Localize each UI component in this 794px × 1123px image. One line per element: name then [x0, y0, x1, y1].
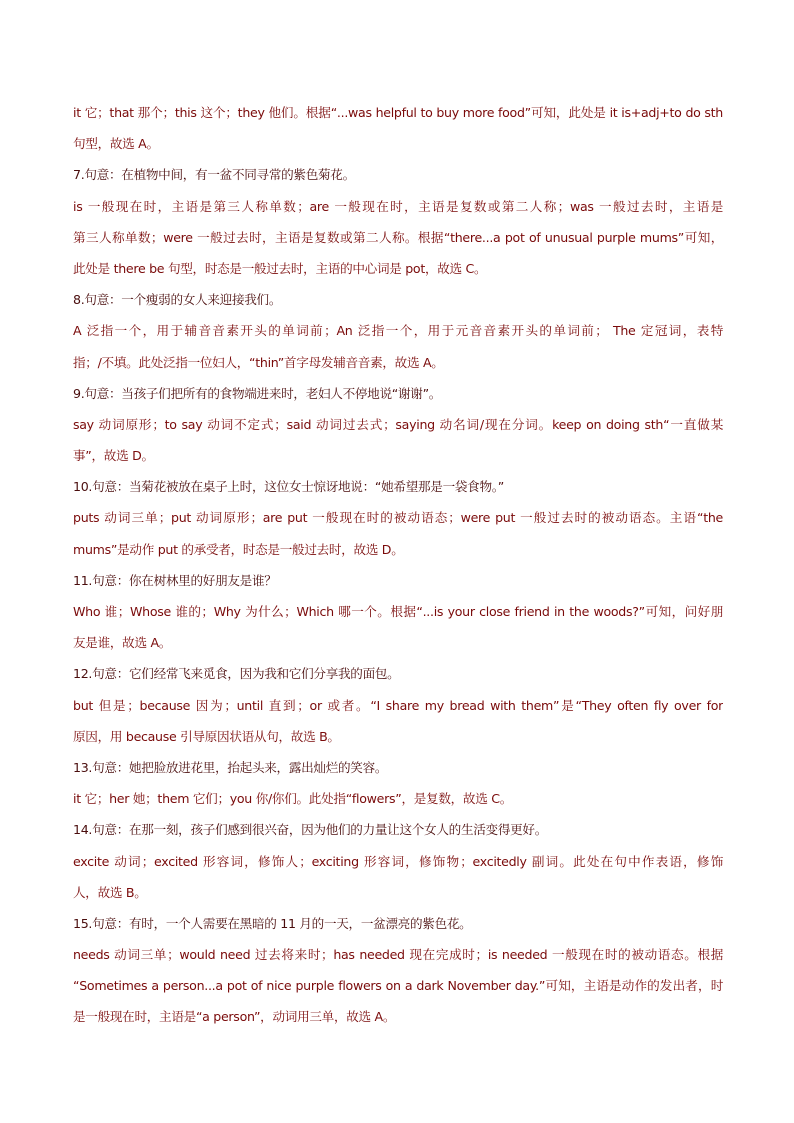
question-translation-line: 9.句意：当孩子们把所有的食物端进来时，老妇人不停地说“谢谢”。 — [73, 385, 442, 401]
explanation-line: 事”，故选 D。 — [73, 448, 154, 464]
question-translation-line: 7.句意：在植物中间，有一盆不同寻常的紫色菊花。 — [73, 167, 355, 183]
explanation-line: is 一般现在时，主语是第三人称单数；are 一般现在时，主语是复数或第二人称；was 一般过去时，主语是 — [73, 198, 723, 214]
explanation-line: 人，故选 B。 — [73, 884, 147, 900]
answer-explanations — [73, 97, 723, 1033]
explanation-line: 原因，用 because 引导原因状语从句，故选 B。 — [73, 728, 340, 744]
explanation-line: 句型，故选 A。 — [73, 136, 159, 152]
question-translation-line: 8.句意：一个瘦弱的女人来迎接我们。 — [73, 292, 282, 308]
explanation-line: 指；/不填。此处泛指一位妇人，“thin”首字母发辅音音素，故选 A。 — [73, 354, 444, 370]
question-translation-line: 10.句意：当菊花被放在桌子上时，这位女士惊讶地说：“她希望那是一袋食物。” — [73, 479, 504, 495]
explanation-line: mums”是动作 put 的承受者，时态是一般过去时，故选 D。 — [73, 541, 404, 557]
explanation-line: but 但是；because 因为；until 直到；or 或者。“I share my bread with them”是“They often fly over for — [73, 697, 723, 713]
explanation-line: 第三人称单数；were 一般过去时，主语是复数或第二人称。根据“there...a pot of unusual purple mums”可知， — [73, 229, 723, 245]
question-translation-line: 14.句意：在那一刻，孩子们感到很兴奋，因为他们的力量让这个女人的生活变得更好。 — [73, 822, 547, 838]
explanation-line: excite 动词；excited 形容词，修饰人；exciting 形容词，修饰物；excitedly 副词。此处在句中作表语，修饰 — [73, 853, 723, 869]
explanation-line: it 它；her 她；them 它们；you 你/你们。此处指“flowers”，是复数，故选 C。 — [73, 791, 513, 807]
explanation-line: needs 动词三单；would need 过去将来时；has needed 现在完成时；is needed 一般现在时的被动语态。根据 — [73, 947, 723, 963]
explanation-line: 此处是 there be 句型，时态是一般过去时，主语的中心词是 pot，故选 C。 — [73, 260, 487, 276]
question-translation-line: 13.句意：她把脸放进花里，抬起头来，露出灿烂的笑容。 — [73, 759, 388, 775]
explanation-line: say 动词原形；to say 动词不定式；said 动词过去式；saying 动名词/现在分词。keep on doing sth“一直做某 — [73, 416, 723, 432]
explanation-line: Who 谁；Whose 谁的；Why 为什么；Which 哪一个。根据“...is your close friend in the woods?”可知，问好朋 — [73, 604, 723, 619]
explanation-line: puts 动词三单；put 动词原形；are put 一般现在时的被动语态；were put 一般过去时的被动语态。主语“the — [73, 510, 723, 526]
explanation-line: 友是谁，故选 A。 — [73, 635, 172, 651]
question-translation-line: 12.句意：它们经常飞来觅食，因为我和它们分享我的面包。 — [73, 666, 400, 682]
explanation-line: it 它；that 那个；this 这个；they 他们。根据“...was helpful to buy more food”可知，此处是 it is+adj+to do sth — [73, 105, 723, 120]
explanation-line: “Sometimes a person...a pot of nice purple flowers on a dark November day.”可知，主语是动作的发出者，时 — [73, 978, 723, 994]
question-translation-line: 15.句意：有时，一个人需要在黑暗的 11 月的一天，一盆漂亮的紫色花。 — [73, 915, 472, 931]
explanation-line: A 泛指一个，用于辅音音素开头的单词前；An 泛指一个，用于元音音素开头的单词前； The 定冠词，表特 — [73, 323, 723, 339]
explanation-line: 是一般现在时，主语是“a person”，动词用三单，故选 A。 — [73, 1009, 396, 1025]
question-translation-line: 11.句意：你在树林里的好朋友是谁？ — [73, 572, 277, 588]
